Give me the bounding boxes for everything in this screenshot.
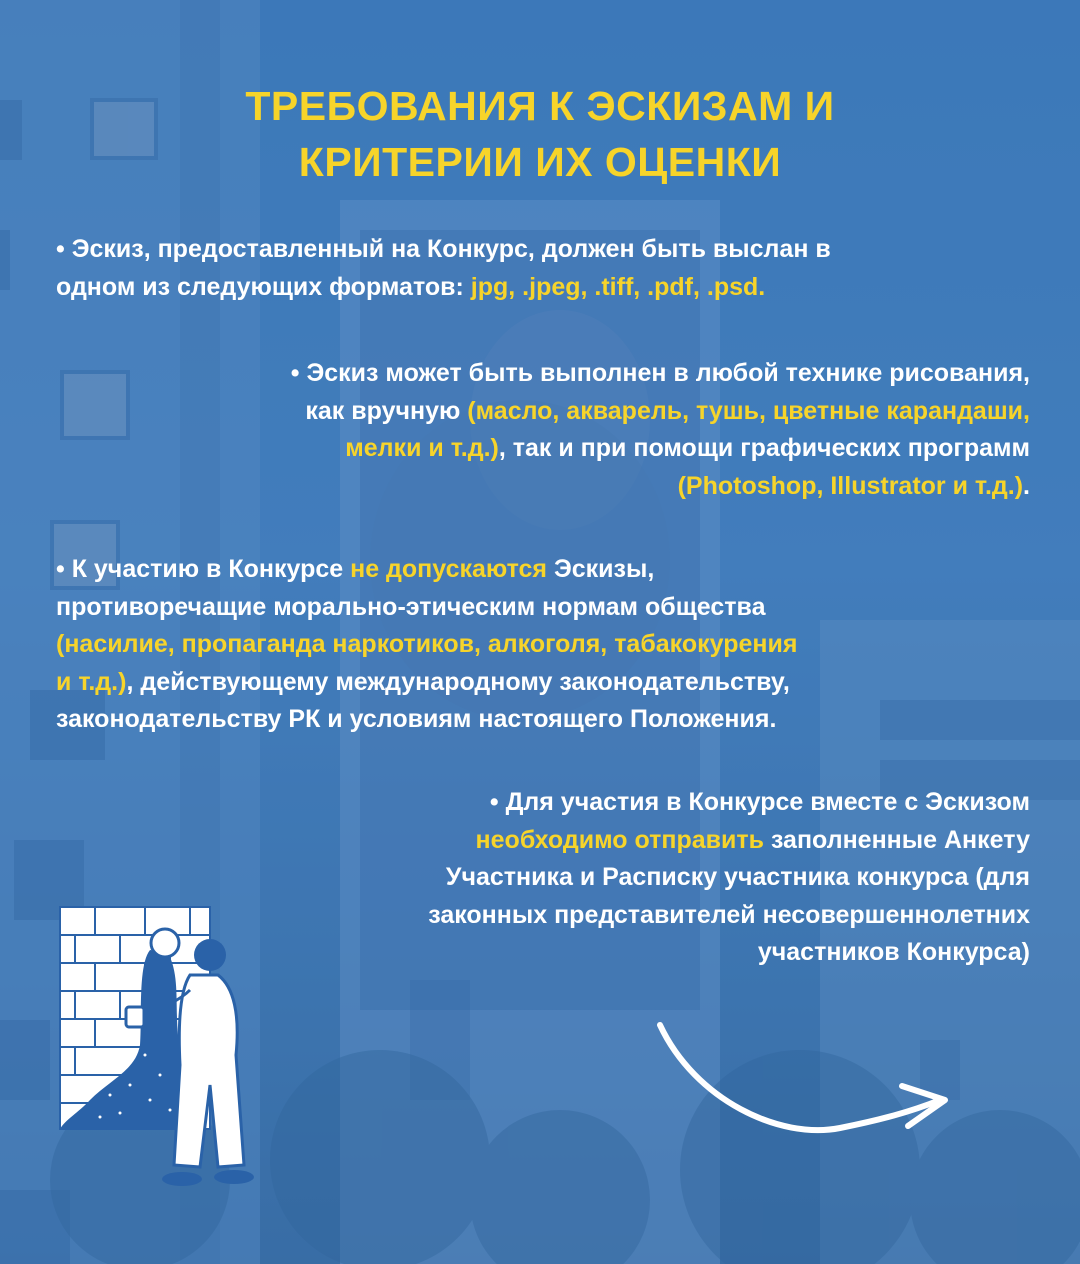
text-segment: • Эскиз может быть выполнен в любой технике рисования, (290, 359, 1030, 387)
text-segment: . (1023, 471, 1030, 500)
text-segment: • К участию в Конкурсе (56, 555, 351, 583)
text-segment: участников Конкурса) (757, 938, 1030, 966)
highlight-not-allowed: не допускаются (350, 555, 548, 583)
text-segment: законных представителей несовершеннолетних (428, 900, 1030, 929)
requirement-technique (100, 355, 1030, 505)
text-segment: как вручную (305, 396, 468, 425)
requirement-formats (56, 231, 1036, 306)
title-line-1: ТРЕБОВАНИЯ К ЭСКИЗАМ И (245, 83, 835, 129)
text-segment: Эскизы, (547, 555, 655, 583)
highlight-examples-cont: и т.д.) (56, 667, 127, 696)
requirement-documents (240, 784, 1030, 972)
highlight-materials: (масло, акварель, тушь, цветные карандаши, (467, 396, 1030, 425)
page-title (0, 78, 1080, 190)
artist-painting-wall-illustration (50, 895, 280, 1210)
text-segment: одном из следующих форматов: (56, 272, 471, 301)
highlight-examples: (насилие, пропаганда наркотиков, алкоголя, табакокурения (56, 630, 798, 658)
highlight-must-send: необходимо отправить (475, 825, 764, 854)
requirement-restrictions (56, 551, 1036, 739)
title-line-2: КРИТЕРИИ ИХ ОЦЕНКИ (298, 139, 782, 185)
text-segment: , действующему международному законодательству, (126, 667, 790, 696)
text-segment: законодательству РК и условиям настоящего Положения. (56, 705, 777, 733)
text-segment: • Эскиз, предоставленный на Конкурс, должен быть выслан в (56, 235, 831, 263)
text-segment: , так и при помощи графических программ (498, 434, 1030, 462)
highlight-formats: jpg, .jpeg, .tiff, .pdf, .psd. (470, 272, 766, 301)
highlight-programs: (Photoshop, Illustrator и т.д.) (677, 471, 1024, 500)
highlight-materials-cont: мелки и т.д.) (345, 434, 499, 462)
text-segment: заполненные Анкету (764, 825, 1030, 854)
text-segment: • Для участия в Конкурсе вместе с Эскизом (489, 788, 1030, 816)
text-segment: противоречащие морально-этическим нормам общества (56, 592, 766, 621)
text-segment: Участника и Расписку участника конкурса (для (445, 863, 1030, 891)
curved-arrow-icon (640, 1000, 960, 1190)
